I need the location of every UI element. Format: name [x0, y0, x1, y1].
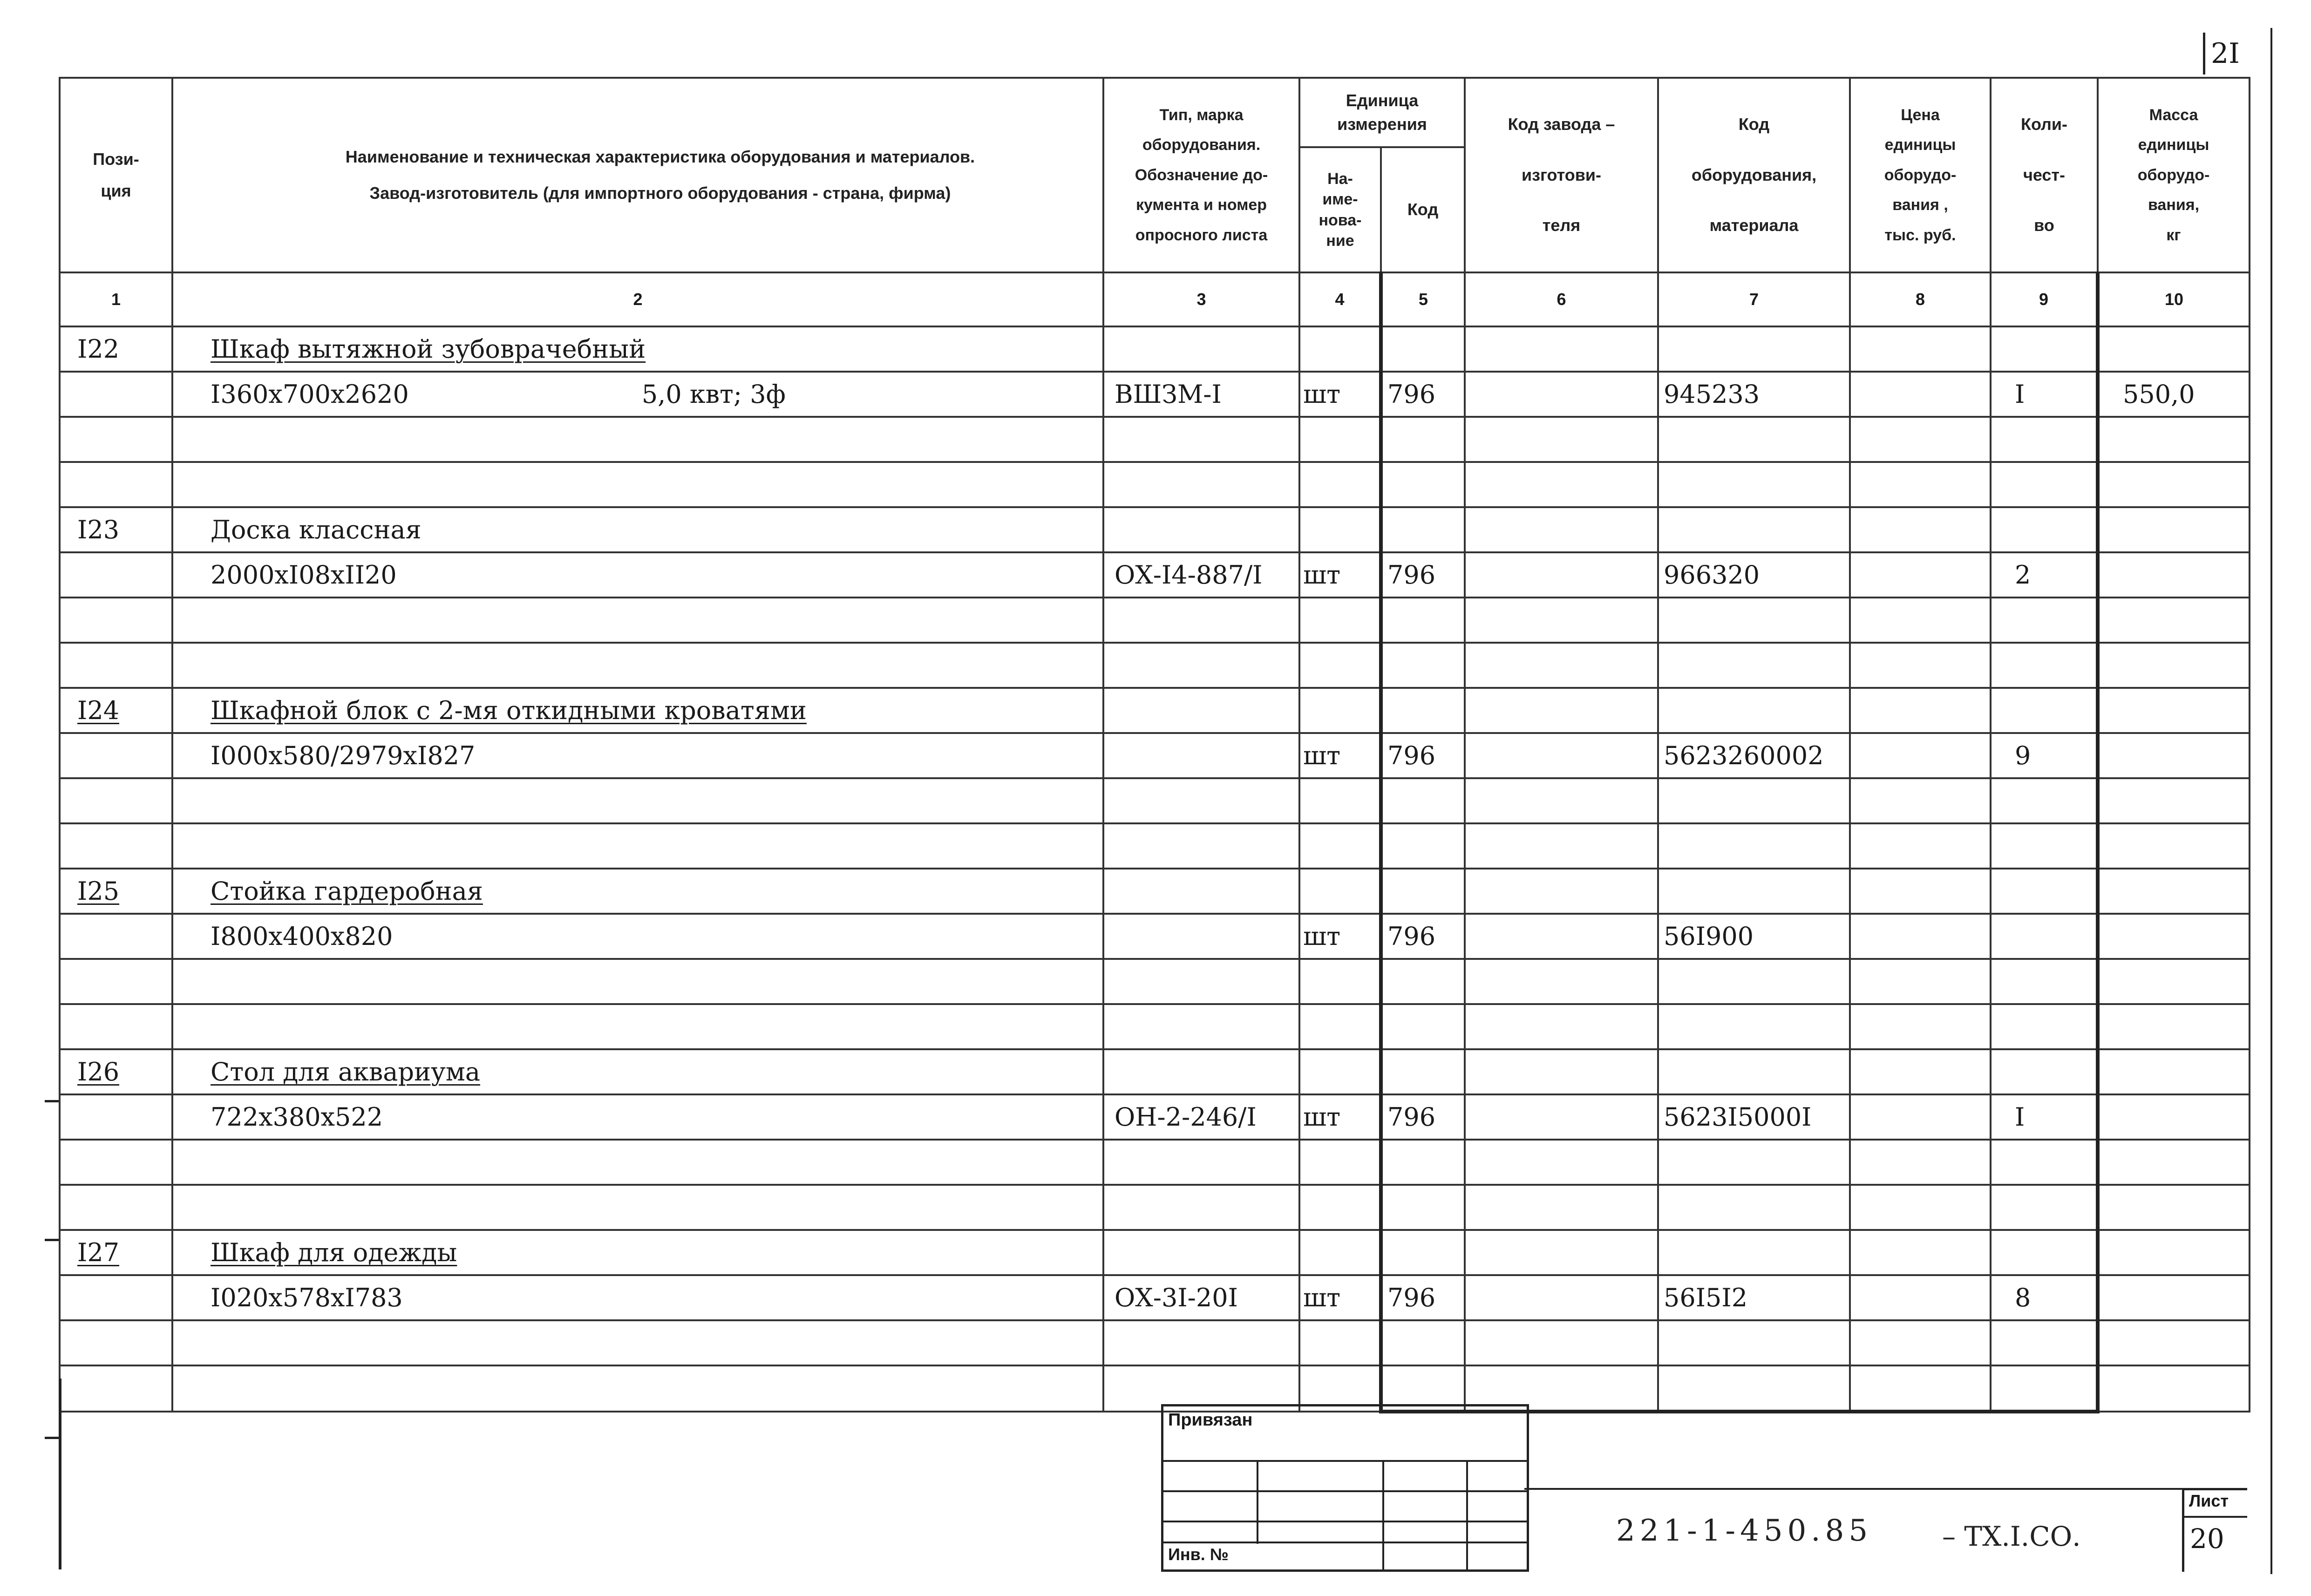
header-name: Наименование и техническая характеристика оборудования и материалов. Завод-изготовитель (для импортного оборудования - страна, фирма) — [172, 78, 1103, 272]
item-unit: шт — [1299, 733, 1381, 778]
header-mass: Масса единицы оборудо- вания, кг — [2098, 78, 2250, 272]
table-row — [60, 1275, 2250, 1320]
stamp-line — [1163, 1490, 1527, 1492]
item-unit-code: 796 — [1381, 372, 1465, 417]
table-row — [60, 914, 2250, 959]
table-row — [60, 598, 2250, 643]
item-mass — [2098, 733, 2250, 778]
sheet-divider — [2184, 1516, 2247, 1518]
binding-tick — [45, 1239, 59, 1241]
item-quantity — [1991, 914, 2098, 959]
linkage-stamp — [1161, 1404, 1529, 1572]
item-spec: I800x400x820 — [172, 914, 1103, 959]
item-name: Стойка гардеробная — [172, 869, 1103, 914]
cell — [2098, 326, 2250, 372]
header-unit-name: На- име- нова- ние — [1299, 147, 1381, 272]
item-quantity: I — [1991, 372, 2098, 417]
header-price: Цена единицы оборудо- вания , тыс. руб. — [1850, 78, 1991, 272]
table-row — [60, 823, 2250, 869]
item-equipment-code: 56I5I2 — [1658, 1275, 1850, 1320]
binding-tick — [45, 1100, 59, 1102]
stamp-line — [1163, 1460, 1527, 1462]
col-index: 1 — [60, 272, 172, 326]
item-unit: шт — [1299, 372, 1381, 417]
col-index: 10 — [2098, 272, 2250, 326]
table-row — [60, 372, 2250, 417]
item-unit-code: 796 — [1381, 914, 1465, 959]
left-border — [59, 1379, 61, 1569]
item-position: I25 — [60, 869, 172, 914]
cell — [1991, 326, 2098, 372]
column-index-row — [60, 272, 2250, 326]
document-suffix: – ТХ.I.СО. — [1942, 1521, 2081, 1552]
header-position: Пози- ция — [60, 78, 172, 272]
item-equipment-code: 966320 — [1658, 552, 1850, 598]
header-unit-group: Единица измерения — [1299, 78, 1465, 147]
item-name: Шкафной блок с 2-мя откидными кроватями — [172, 688, 1103, 733]
table-row — [60, 688, 2250, 733]
header-quantity: Коли- чест- во — [1991, 78, 2098, 272]
item-unit: шт — [1299, 1275, 1381, 1320]
cell — [1381, 326, 1465, 372]
col-index: 9 — [1991, 272, 2098, 326]
cell — [1299, 326, 1381, 372]
item-unit-code: 796 — [1381, 1275, 1465, 1320]
table-row — [60, 1230, 2250, 1275]
item-spec-extra: 5,0 квт; 3ф — [641, 380, 786, 409]
item-mass — [2098, 1275, 2250, 1320]
item-type: ОХ-3I-20I — [1103, 1275, 1299, 1320]
col-index: 6 — [1465, 272, 1658, 326]
header-row — [60, 78, 2250, 147]
item-quantity: 2 — [1991, 552, 2098, 598]
table-row — [60, 326, 2250, 372]
table-row — [60, 507, 2250, 552]
stamp-line — [1163, 1542, 1527, 1543]
stamp-line — [1382, 1460, 1384, 1569]
stamp-inv-label: Инв. № — [1168, 1545, 1229, 1564]
item-spec: I360x700x2620 5,0 квт; 3ф — [172, 372, 1103, 417]
item-equipment-code: 56I900 — [1658, 914, 1850, 959]
table-row — [60, 1004, 2250, 1049]
cell — [1465, 372, 1658, 417]
item-position: I22 — [60, 326, 172, 372]
header-type: Тип, марка оборудования. Обозначение до- кумента и номер опросного листа — [1103, 78, 1299, 272]
item-unit: шт — [1299, 914, 1381, 959]
item-mass — [2098, 914, 2250, 959]
sheet-number: 20 — [2190, 1523, 2224, 1555]
header-equipment-code: Код оборудования, материала — [1658, 78, 1850, 272]
cell — [1103, 326, 1299, 372]
item-equipment-code: 5623260002 — [1658, 733, 1850, 778]
table-row — [60, 1185, 2250, 1230]
cell — [1850, 372, 1991, 417]
stamp-line — [1163, 1521, 1527, 1522]
item-quantity: 9 — [1991, 733, 2098, 778]
item-equipment-code: 5623I5000I — [1658, 1094, 1850, 1140]
col-index: 5 — [1381, 272, 1465, 326]
item-name: Стол для аквариума — [172, 1049, 1103, 1094]
right-border-line — [2270, 28, 2272, 1574]
table-row — [60, 1140, 2250, 1185]
col-index: 2 — [172, 272, 1103, 326]
item-spec: 722x380x522 — [172, 1094, 1103, 1140]
top-page-number: 2I — [2203, 33, 2267, 75]
item-spec: I000x580/2979xI827 — [172, 733, 1103, 778]
col-index: 4 — [1299, 272, 1381, 326]
cell — [1850, 326, 1991, 372]
cell — [1658, 326, 1850, 372]
table-row — [60, 869, 2250, 914]
item-name: Доска классная — [172, 507, 1103, 552]
table-row — [60, 462, 2250, 507]
sheet-box — [2182, 1488, 2247, 1572]
item-position: I24 — [60, 688, 172, 733]
table-row — [60, 1320, 2250, 1365]
item-position: I27 — [60, 1230, 172, 1275]
item-type — [1103, 914, 1299, 959]
stamp-line — [1257, 1460, 1258, 1544]
item-position: I26 — [60, 1049, 172, 1094]
header-unit-code: Код — [1381, 147, 1465, 272]
table-row — [60, 1049, 2250, 1094]
table-row — [60, 643, 2250, 688]
table-row — [60, 959, 2250, 1004]
item-position: I23 — [60, 507, 172, 552]
item-type: ОН-2-246/I — [1103, 1094, 1299, 1140]
item-unit-code: 796 — [1381, 1094, 1465, 1140]
table-row — [60, 417, 2250, 462]
item-unit-code: 796 — [1381, 733, 1465, 778]
stamp-line — [1466, 1460, 1468, 1569]
title-block-line — [1524, 1488, 2182, 1490]
item-type — [1103, 733, 1299, 778]
table-row — [60, 733, 2250, 778]
item-name: Шкаф для одежды — [172, 1230, 1103, 1275]
item-name: Шкаф вытяжной зубоврачебный — [172, 326, 1103, 372]
item-mass: 550,0 — [2098, 372, 2250, 417]
item-equipment-code: 945233 — [1658, 372, 1850, 417]
stamp-linked-label: Привязан — [1168, 1410, 1253, 1430]
item-mass — [2098, 552, 2250, 598]
cell — [1465, 326, 1658, 372]
col-index: 3 — [1103, 272, 1299, 326]
col-index: 8 — [1850, 272, 1991, 326]
table-row — [60, 778, 2250, 823]
document-code: 221-1-450.85 — [1616, 1514, 1873, 1548]
table-row — [60, 1094, 2250, 1140]
item-unit: шт — [1299, 552, 1381, 598]
item-quantity: 8 — [1991, 1275, 2098, 1320]
item-unit: шт — [1299, 1094, 1381, 1140]
table-row — [60, 552, 2250, 598]
item-quantity: I — [1991, 1094, 2098, 1140]
specification-table — [59, 77, 2250, 1413]
item-spec: 2000xI08xII20 — [172, 552, 1103, 598]
item-spec: I020x578xI783 — [172, 1275, 1103, 1320]
header-factory-code: Код завода – изготови- теля — [1465, 78, 1658, 272]
sheet-label: Лист — [2189, 1491, 2229, 1510]
col-index: 7 — [1658, 272, 1850, 326]
item-type: ОХ-I4-887/I — [1103, 552, 1299, 598]
item-mass — [2098, 1094, 2250, 1140]
cell — [60, 372, 172, 417]
item-type: ВШЗМ-I — [1103, 372, 1299, 417]
table-row — [60, 1365, 2250, 1412]
item-unit-code: 796 — [1381, 552, 1465, 598]
binding-tick — [45, 1437, 59, 1439]
